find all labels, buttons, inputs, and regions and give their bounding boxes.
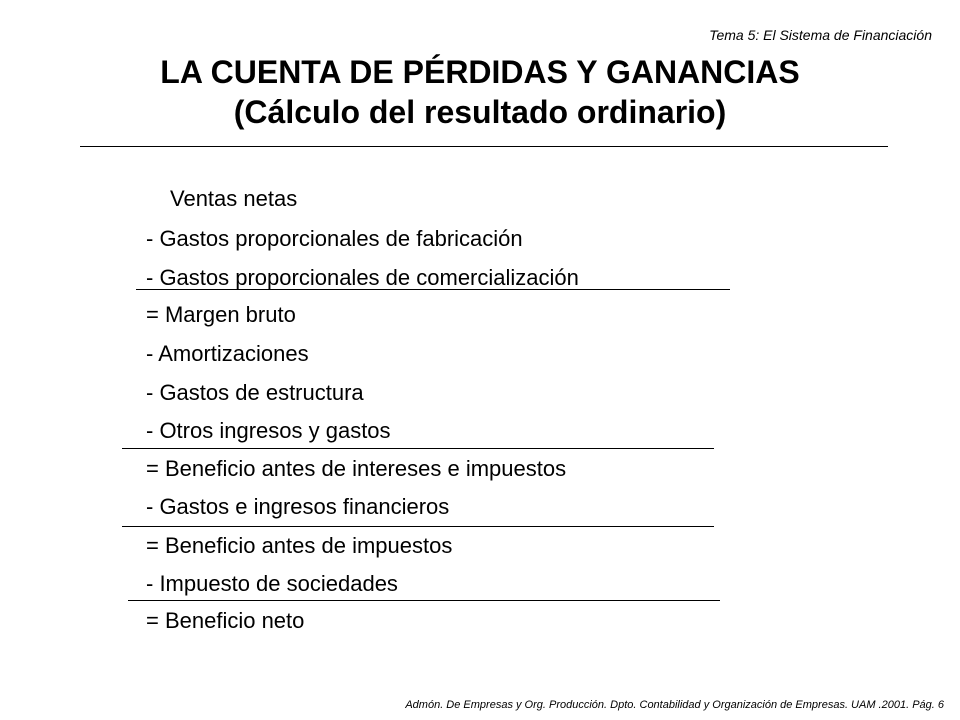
topic-label: Tema 5: El Sistema de Financiación [709,27,932,43]
line-gastos-estructura: - Gastos de estructura [146,380,364,405]
line-ventas-netas: Ventas netas [170,186,298,211]
subtotal-rule-3 [122,526,714,527]
footer-credit: Admón. De Empresas y Org. Producción. Dpto. Contabilidad y Organización de Empresas. UAM .2001. Pág. 6 [405,699,944,711]
line-gastos-comercializacion: - Gastos proporcionales de comercialización [146,265,579,290]
line-otros-ingresos-gastos: - Otros ingresos y gastos [146,418,391,443]
title-line-2: (Cálculo del resultado ordinario) [233,94,727,130]
subtotal-rule-1 [136,289,730,290]
line-amortizaciones: - Amortizaciones [146,341,309,366]
line-beneficio-neto: = Beneficio neto [146,608,305,633]
line-gastos-fabricacion: - Gastos proporcionales de fabricación [146,226,523,251]
title-divider [80,146,888,147]
line-impuesto-sociedades: - Impuesto de sociedades [146,571,398,596]
subtotal-rule-4 [128,600,720,601]
line-bai: = Beneficio antes de impuestos [146,533,453,558]
title-line-1: LA CUENTA DE PÉRDIDAS Y GANANCIAS [160,54,800,90]
line-bai-intereses: = Beneficio antes de intereses e impuestos [146,456,567,481]
subtotal-rule-2 [122,448,714,449]
line-margen-bruto: = Margen bruto [146,302,296,327]
page-title [0,52,960,132]
line-gastos-financieros: - Gastos e ingresos financieros [146,494,450,519]
